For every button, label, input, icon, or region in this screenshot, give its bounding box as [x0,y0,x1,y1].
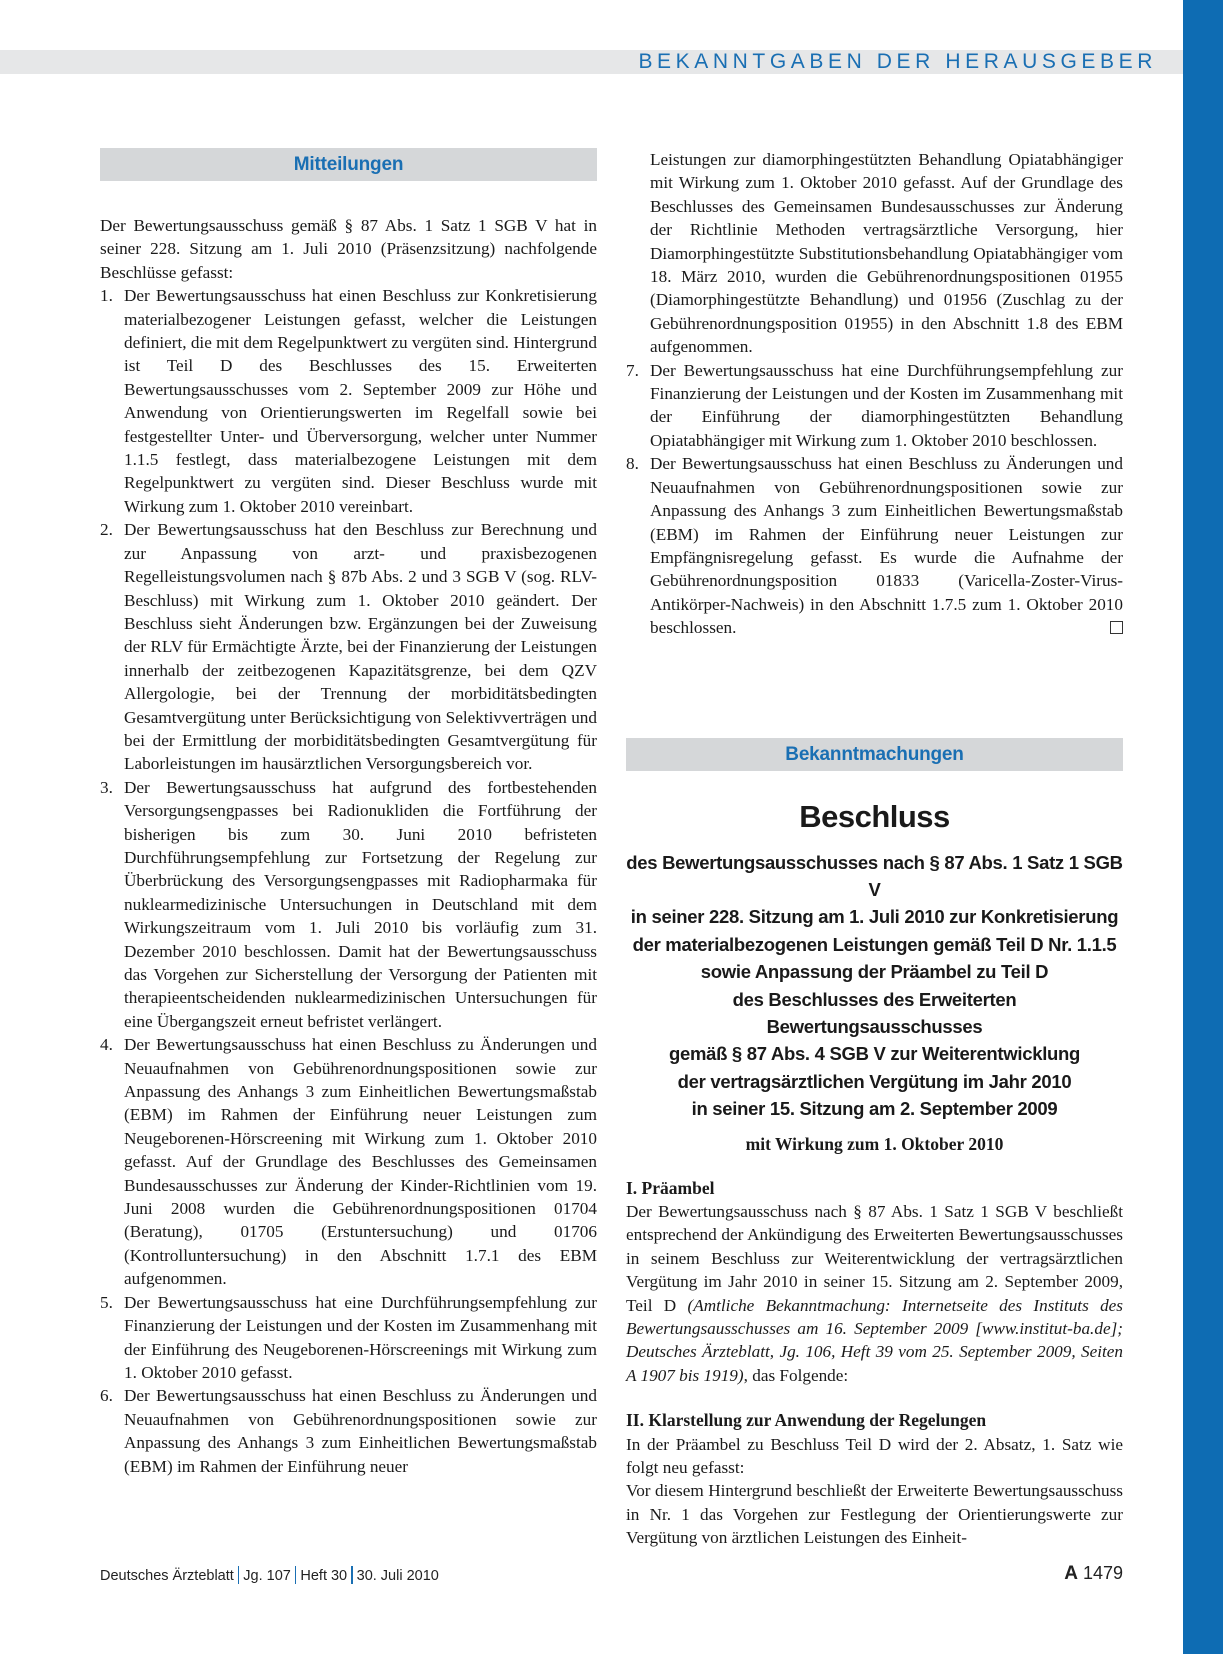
list-item [100,776,597,1033]
praeambel-paragraph [626,1200,1123,1387]
list-item [626,452,1123,639]
resolution-subtitle-line: sowie Anpassung der Präambel zu Teil D [700,961,1049,983]
list-item [100,1291,597,1385]
list-item [100,284,597,518]
section-heading-bekanntmachungen: Bekanntmachungen [626,738,1123,771]
list-item-text: Der Bewertungsausschuss hat eine Durchführungsempfehlung zur Finanzierung der Leistungen und der Kosten im Zusammenhang mit der Einführung der diamorphingestützten Behandlung Opiatabhängiger mit Wirkung zum 1. Oktober 2010 beschlossen. [650,360,1123,450]
list-item-number: 2. [100,520,113,540]
resolution-subtitle-line: in seiner 228. Sitzung am 1. Juli 2010 zur Konkretisierung [630,906,1119,928]
resolution-effective-date: mit Wirkung zum 1. Oktober 2010 [745,1133,1004,1154]
list-item-text: Der Bewertungsausschuss hat einen Beschluss zur Konkretisierung materialbezogener Leistungen gefasst, welcher die Leistungen definiert, die mit dem Regelpunktwert zu vergüten sind. Hintergrund ist Teil D des Beschlusses des 15. Erweiterten Bewertungsausschusses vom 2. September 2009 zur Höhe und Anwendung von Orientierungswerten im Regelfall sowie bei festgestellter Unter- und Überversorgung, welcher unter Nummer 1.1.5 festlegt, dass materialbezogene Leistungen mit dem Regelpunktwert zu vergüten sind. Dieser Beschluss wurde mit Wirkung zum 1. Oktober 2010 vereinbart. [124,286,597,516]
blue-sidebar [1183,0,1223,1654]
list-item-number: 3. [100,777,113,797]
resolution-subtitle-line: des Bewertungsausschusses nach § 87 Abs. 1 Satz 1 SGB V [626,851,1123,900]
praeambel-citation: (Amtliche Bekanntmachung: Internetseite des Instituts des Bewertungsausschusses am 16. September 2009 [www.institut-ba.de]; Deutsches Ärzteblatt, Jg. 106, Heft 39 vom 25. September 2009, Seiten A 1907 bis 1919) [626,1295,1123,1385]
praeambel-heading: I. Präambel [626,1177,715,1198]
resolution-list [100,284,597,1478]
klarstellung-paragraph-1: In der Präambel zu Beschluss Teil D wird der 2. Absatz, 1. Satz wie folgt neu gefasst: [626,1434,1123,1478]
resolution-subtitle-line: in seiner 15. Sitzung am 2. September 2009 [691,1098,1058,1120]
list-item-number: 8. [626,454,639,474]
footer-journal: Deutsches Ärzteblatt [100,1568,234,1584]
resolution-subtitle-line: des Beschlusses des Erweiterten Bewertungsausschusses [732,988,1017,1037]
list-item-text: Der Bewertungsausschuss hat einen Beschluss zu Änderungen und Neuaufnahmen von Gebührenordnungspositionen sowie zur Anpassung des Anhangs 3 zum Einheitlichen Bewertungsmaßstab (EBM) im Rahmen der Einführung neuer [124,1386,597,1476]
resolution-subtitle-line: gemäß § 87 Abs. 4 SGB V zur Weiterentwicklung [668,1043,1081,1065]
list-item-number: 6. [100,1386,113,1406]
list-item-number: 4. [100,1035,113,1055]
klarstellung-heading: II. Klarstellung zur Anwendung der Regelungen [626,1410,987,1431]
footer-separator [351,1566,353,1584]
footer-date: 30. Juli 2010 [356,1568,439,1584]
footer-issue: Heft 30 [300,1568,348,1584]
right-column [626,148,1123,1550]
klarstellung-paragraph-2: Vor diesem Hintergrund beschließt der Erweiterte Bewertungsausschuss in Nr. 1 das Vorgehen zur Festlegung der Orientierungswerte zur Vergütung von ärztlichen Leistungen des Einheit- [626,1481,1123,1548]
page-prefix: A [1064,1563,1078,1584]
list-item-number: 1. [100,286,113,306]
list-item-text: Der Bewertungsausschuss hat aufgrund des fortbestehenden Versorgungsengpasses bei Radionukliden die Fortführung der bisherigen bis zum 30. Juni 2010 befristeten Durchführungsempfehlung zur Fortsetzung der Regelung zur Überbrückung des Versorgungsengpasses mit Radiopharmaka für nuklearmedizinische Untersuchungen in Deutschland mit dem Wirkungszeitraum vom 1. Juli 2010 bis vorläufig zum 31. Dezember 2010 beschlossen. Damit hat der Bewertungsausschuss das Vorgehen zur Sicherstellung der Versorgung der Patienten mit therapieentscheidenden nuklearmedizinischen Untersuchungen für eine Übergangszeit erneut befristet verlängert. [124,777,597,1031]
left-column [100,148,597,1478]
section-header-title: BEKANNTGABEN DER HERAUSGEBER [638,50,1157,73]
footer-separator [238,1566,240,1584]
list-item-text: Der Bewertungsausschuss hat einen Beschluss zu Änderungen und Neuaufnahmen von Gebührenordnungspositionen sowie zur Anpassung des Anhangs 3 zum Einheitlichen Bewertungsmaßstab (EBM) im Rahmen der Einführung neuer Leistungen zur Empfängnisregelung gefasst. Es wurde die Aufnahme der Gebührenordnungsposition 01833 (Varicella-Zoster-Virus-Antikörper-Nachweis) in den Abschnitt 1.7.5 zum 1. Oktober 2010 beschlossen. [650,454,1123,638]
page-number [1064,1563,1123,1585]
list-item-text: Der Bewertungsausschuss hat einen Beschluss zu Änderungen und Neuaufnahmen von Gebührenordnungspositionen sowie zur Anpassung des Anhangs 3 zum Einheitlichen Bewertungsmaßstab (EBM) im Rahmen der Einführung neuer Leistungen zum Neugeborenen-Hörscreening mit Wirkung zum 1. Oktober 2010 gefasst. Auf der Grundlage des Beschlusses des Gemeinsamen Bundesausschusses zur Änderung der Kinder-Richtlinien vom 19. Juni 2008 wurden die Gebührenordnungspositionen 01704 (Beratung), 01705 (Erstuntersuchung) und 01706 (Kontrolluntersuchung) in den Abschnitt 1.7.1 des EBM aufgenommen. [124,1035,597,1289]
section-heading-mitteilungen: Mitteilungen [100,148,597,181]
list-item [100,1384,597,1478]
list-item-continuation: Leistungen zur diamorphingestützten Behandlung Opiatabhängiger mit Wirkung zum 1. Oktober 2010 gefasst. Auf der Grundlage des Beschlusses des Gemeinsamen Bundesausschusses zur Änderung der Richtlinie Methoden vertragsärztliche Versorgung, hier Diamorphingestützte Substitutionsbehandlung Opiatabhängiger vom 18. März 2010, wurden die Gebührenordnungspositionen 01955 (Diamorphingestützte Behandlung) und 01956 (Zuschlag zu der Gebührenordnungsposition 01955) in den Abschnitt 1.8 des EBM aufgenommen. [650,150,1123,357]
list-item-text: Der Bewertungsausschuss hat den Beschluss zur Berechnung und zur Anpassung von arzt- und praxisbezogenen Regelleistungsvolumen nach § 87b Abs. 2 und 3 SGB V (sog. RLV-Beschluss) mit Wirkung zum 1. Oktober 2010 geändert. Der Beschluss sieht Änderungen bzw. Ergänzungen bei der Zuweisung der RLV für Ermächtigte Ärzte, bei der Finanzierung der Leistungen innerhalb der zeitbezogenen Kapazitätsgrenze, bei dem QZV Allergologie, bei der Trennung der morbiditätsbedingten Gesamtvergütung unter Berücksichtigung von Selektivverträgen und bei der Ermittlung der morbiditätsbedingten Gesamtvergütung für Laborleistungen im hausärztlichen Versorgungsbereich vor. [124,520,597,774]
end-of-article-mark [1110,621,1123,634]
list-item-number: 7. [626,360,639,380]
praeambel-text-end: , das Folgende: [743,1365,849,1385]
praeambel-text: Der Bewertungsausschuss nach § 87 Abs. 1 Satz 1 SGB V beschließt entsprechend der Ankündigung des Erweiterten Bewertungsausschusses in seinem Beschluss zur Weiterentwicklung der vertragsärztlichen Vergütung im Jahr 2010 in seiner 15. Sitzung am 2. September 2009, Teil D [626,1202,1123,1315]
list-item [100,518,597,775]
resolution-subtitle [626,849,1123,1123]
resolution-subtitle-line: der materialbezogenen Leistungen gemäß Teil D Nr. 1.1.5 [632,933,1117,955]
resolution-subtitle-line: der vertragsärztlichen Vergütung im Jahr 2010 [677,1070,1072,1092]
footer-volume: Jg. 107 [243,1568,291,1584]
intro-paragraph: Der Bewertungsausschuss gemäß § 87 Abs. 1 Satz 1 SGB V hat in seiner 228. Sitzung am 1. Juli 2010 (Präsenzsitzung) nachfolgende Beschlüsse gefasst: [100,216,597,282]
page-number-value: 1479 [1082,1563,1123,1583]
page-footer [100,1563,1123,1590]
list-item [100,1033,597,1290]
resolution-list-continued [626,359,1123,640]
footer-separator [295,1566,297,1584]
resolution-title: Beschluss [799,798,950,834]
list-item-text: Der Bewertungsausschuss hat eine Durchführungsempfehlung zur Finanzierung der Leistungen und der Kosten im Zusammenhang mit der Einführung des Neugeborenen-Hörscreenings mit Wirkung zum 1. Oktober 2010 gefasst. [124,1292,597,1382]
list-item [626,359,1123,453]
list-item-number: 5. [100,1292,113,1312]
